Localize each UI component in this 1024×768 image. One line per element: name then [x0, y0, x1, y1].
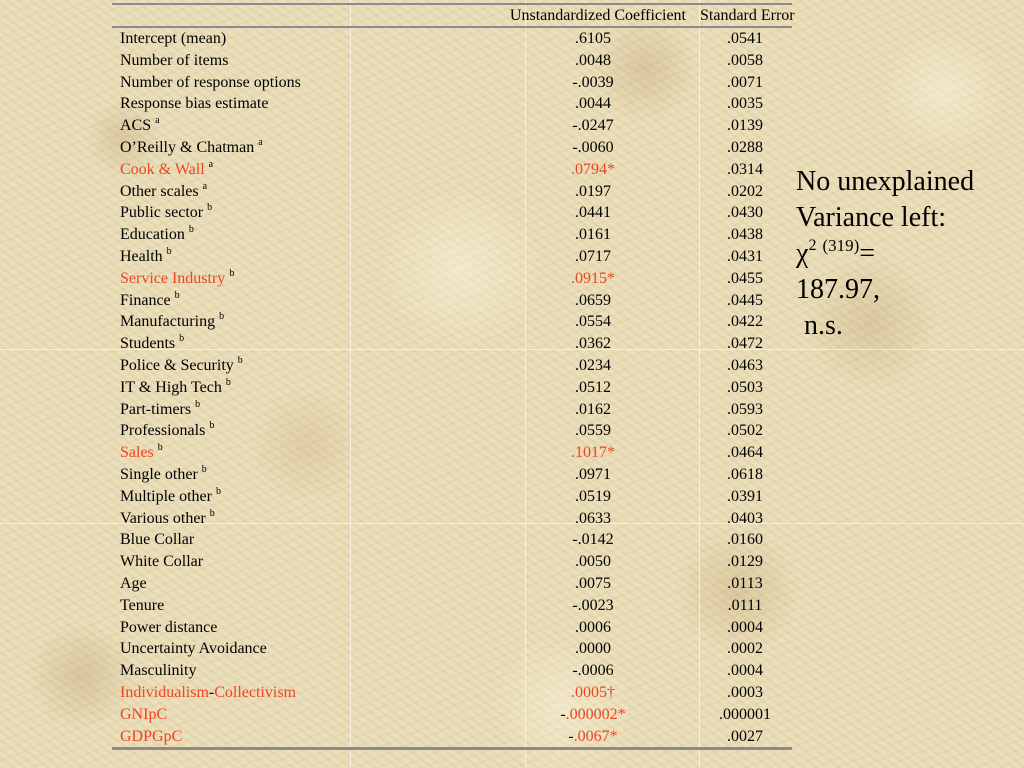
- coefficient-part: .000002*: [565, 705, 626, 723]
- table-row: [112, 399, 792, 421]
- row-variable-label: [112, 399, 350, 421]
- label-text: Blue Collar: [120, 531, 195, 549]
- label-part: -: [208, 683, 215, 701]
- row-standard-error: .0027: [727, 727, 763, 745]
- table-row: [112, 508, 792, 530]
- row-variable-label: [112, 551, 350, 573]
- row-variable-label: [112, 726, 350, 749]
- note-line-1: No unexplained: [796, 166, 975, 197]
- table-row: [112, 617, 792, 639]
- table-row: [112, 93, 792, 115]
- row-coefficient: .0050: [575, 553, 611, 571]
- row-variable-label: [112, 93, 350, 115]
- label-text: Manufacturing: [120, 313, 216, 331]
- row-coefficient: [350, 726, 700, 749]
- label-text: Part-timers: [120, 400, 192, 418]
- label-text: Public sector: [120, 204, 204, 222]
- row-coefficient: .0162: [575, 400, 611, 418]
- row-standard-error: .0035: [727, 95, 763, 113]
- row-coefficient: .0633: [575, 509, 611, 527]
- footnote-marker: b: [215, 485, 221, 497]
- table-row: [112, 72, 792, 94]
- table-row: [112, 442, 792, 464]
- significance-label: n.s.: [804, 310, 843, 341]
- row-standard-error: .0002: [727, 640, 763, 658]
- footnote-marker: a: [208, 158, 214, 170]
- footnote-marker: b: [188, 224, 194, 236]
- label-text: Uncertainty Avoidance: [120, 640, 267, 658]
- footnote-marker: a: [258, 136, 263, 148]
- row-standard-error: .0113: [727, 574, 763, 592]
- footnote-marker: b: [157, 442, 163, 454]
- table-row: [112, 595, 792, 617]
- row-coefficient: .0441: [575, 204, 611, 222]
- footnote-marker: b: [174, 289, 180, 301]
- table-row: [112, 529, 792, 551]
- table-row: [112, 726, 792, 749]
- row-variable-label: [112, 50, 350, 72]
- label-text: Power distance: [120, 618, 218, 636]
- row-coefficient: .0006: [575, 618, 611, 636]
- row-variable-label: [112, 268, 350, 290]
- row-coefficient: .0554: [575, 313, 611, 331]
- table-row: [112, 224, 792, 246]
- table-row: [112, 268, 792, 290]
- table-row: [112, 420, 792, 442]
- chi-symbol: χ: [796, 238, 809, 269]
- row-standard-error: .0431: [727, 247, 763, 265]
- row-variable-label: [112, 137, 350, 159]
- label-text: Students: [120, 335, 176, 353]
- footnote-marker: b: [209, 420, 215, 432]
- row-standard-error: .0004: [727, 618, 763, 636]
- coefficient-part: -: [568, 727, 574, 745]
- coefficient-part: -: [560, 705, 566, 723]
- row-standard-error: .0430: [727, 204, 763, 222]
- table-row: [112, 115, 792, 137]
- label-text: GDPGpC: [120, 727, 183, 745]
- label-text: Police & Security: [120, 356, 234, 374]
- row-variable-label: [112, 420, 350, 442]
- row-variable-label: [112, 377, 350, 399]
- row-standard-error: .0455: [727, 269, 763, 287]
- footnote-marker: b: [166, 245, 172, 257]
- table-row: [112, 551, 792, 573]
- label-text: Single other: [120, 465, 198, 483]
- table-row: [112, 311, 792, 333]
- table-row: [112, 704, 792, 726]
- column-header-variable: [112, 4, 350, 27]
- row-standard-error: .0202: [727, 182, 763, 200]
- row-standard-error: .0003: [727, 683, 763, 701]
- row-standard-error: .0071: [727, 73, 763, 91]
- coefficient-part: .0067*: [573, 727, 618, 745]
- row-variable-label: [112, 486, 350, 508]
- row-coefficient: .0915*: [571, 269, 615, 287]
- row-variable-label: [112, 660, 350, 682]
- table-row: [112, 682, 792, 704]
- row-variable-label: [112, 704, 350, 726]
- table-row: [112, 464, 792, 486]
- column-header-coefficient: Unstandardized Coefficient: [350, 4, 700, 27]
- footnote-marker: b: [237, 354, 243, 366]
- row-standard-error: .0541: [727, 30, 763, 47]
- row-coefficient: .0197: [575, 182, 611, 200]
- chi-equals: =: [859, 238, 876, 269]
- table-row: [112, 573, 792, 595]
- row-standard-error: .0129: [727, 553, 763, 571]
- table-row: [112, 50, 792, 72]
- row-variable-label: [112, 290, 350, 312]
- footnote-marker: b: [179, 333, 185, 345]
- row-standard-error: .000001: [719, 705, 771, 723]
- row-standard-error: .0464: [727, 444, 763, 462]
- header-row: [112, 4, 792, 27]
- row-variable-label: [112, 159, 350, 181]
- row-coefficient: .0161: [575, 226, 611, 244]
- footnote-marker: b: [225, 376, 231, 388]
- row-standard-error: .0502: [727, 422, 763, 440]
- row-standard-error: .0314: [727, 160, 763, 178]
- row-coefficient: .0005†: [571, 683, 615, 701]
- label-text: Cook & Wall: [120, 160, 205, 178]
- chi-square-statistic: [796, 236, 1022, 272]
- row-coefficient: .0234: [575, 356, 611, 374]
- label-text: Sales: [120, 444, 154, 462]
- table-row: [112, 202, 792, 224]
- row-coefficient: .0044: [575, 95, 611, 113]
- label-text: White Collar: [120, 553, 204, 571]
- regression-results-table: [112, 3, 795, 750]
- label-text: Number of items: [120, 51, 229, 69]
- label-text: IT & High Tech: [120, 378, 222, 396]
- row-coefficient: .0519: [575, 487, 611, 505]
- label-part: Individualism: [120, 683, 209, 701]
- row-coefficient: -.0023: [572, 596, 614, 614]
- row-standard-error: .0111: [727, 596, 763, 614]
- table-header: [112, 4, 795, 27]
- footnote-marker: b: [209, 507, 215, 519]
- chi-power: 2: [808, 237, 817, 254]
- footnote-marker: b: [201, 463, 207, 475]
- label-text: Various other: [120, 509, 206, 527]
- label-text: Masculinity: [120, 662, 197, 680]
- row-variable-label: [112, 682, 350, 704]
- label-text: Professionals: [120, 422, 206, 440]
- label-text: ACS: [120, 117, 152, 135]
- table-row: [112, 181, 792, 203]
- table-row: [112, 27, 792, 50]
- row-standard-error: .0004: [727, 662, 763, 680]
- row-coefficient: .0075: [575, 574, 611, 592]
- label-text: GNIpC: [120, 705, 168, 723]
- table-body: [112, 27, 792, 749]
- label-text: Other scales: [120, 182, 199, 200]
- footnote-marker: b: [219, 311, 225, 323]
- table-row: [112, 638, 792, 660]
- row-variable-label: [112, 464, 350, 486]
- row-coefficient: .0559: [575, 422, 611, 440]
- row-standard-error: .0463: [727, 356, 763, 374]
- row-coefficient: .0717: [575, 247, 611, 265]
- row-variable-label: [112, 442, 350, 464]
- label-text: Service Industry: [120, 269, 226, 287]
- row-coefficient: .0659: [575, 291, 611, 309]
- row-coefficient: .1017*: [571, 444, 615, 462]
- row-variable-label: [112, 246, 350, 268]
- table-row: [112, 137, 792, 159]
- table-row: [112, 355, 792, 377]
- row-coefficient: [350, 704, 700, 726]
- row-standard-error: .0391: [727, 487, 763, 505]
- table-row: [112, 290, 792, 312]
- row-variable-label: [112, 508, 350, 530]
- table-row: [112, 486, 792, 508]
- row-variable-label: [112, 311, 350, 333]
- row-standard-error: .0058: [727, 51, 763, 69]
- label-text: Intercept (mean): [120, 30, 227, 47]
- row-standard-error: .0445: [727, 291, 763, 309]
- label-text: Health: [120, 247, 163, 265]
- row-coefficient: -.0142: [572, 531, 614, 549]
- row-coefficient: .0048: [575, 51, 611, 69]
- row-standard-error: .0160: [727, 531, 763, 549]
- row-variable-label: [112, 529, 350, 551]
- row-standard-error: .0288: [727, 138, 763, 156]
- column-header-standard-error: Standard Error: [700, 4, 792, 27]
- row-coefficient: .0000: [575, 640, 611, 658]
- row-variable-label: [112, 72, 350, 94]
- row-coefficient: .0512: [575, 378, 611, 396]
- row-variable-label: [112, 181, 350, 203]
- model-fit-note: [796, 164, 1022, 344]
- row-standard-error: .0593: [727, 400, 763, 418]
- row-coefficient: -.0006: [572, 662, 614, 680]
- row-variable-label: [112, 115, 350, 137]
- footnote-marker: b: [229, 267, 235, 279]
- chi-square-value: 187.97,: [796, 274, 880, 305]
- row-coefficient: .6105: [575, 30, 611, 47]
- row-coefficient: -.0247: [572, 117, 614, 135]
- footnote-marker: a: [202, 180, 208, 192]
- row-variable-label: [112, 638, 350, 660]
- footnote-marker: b: [195, 398, 201, 410]
- table-row: [112, 159, 792, 181]
- row-standard-error: .0618: [727, 465, 763, 483]
- note-line-2: Variance left:: [796, 202, 947, 233]
- table-row: [112, 377, 792, 399]
- label-text: O’Reilly & Chatman: [120, 138, 255, 156]
- row-standard-error: .0403: [727, 509, 763, 527]
- label-text: Age: [120, 574, 147, 592]
- footnote-marker: b: [207, 202, 213, 214]
- row-variable-label: [112, 27, 350, 50]
- footnote-marker: a: [155, 115, 160, 127]
- row-standard-error: .0139: [727, 117, 763, 135]
- table-row: [112, 333, 792, 355]
- row-coefficient: -.0039: [572, 73, 614, 91]
- label-text: Tenure: [120, 596, 165, 614]
- label-text: Finance: [120, 291, 171, 309]
- label-text: Multiple other: [120, 487, 212, 505]
- row-coefficient: .0971: [575, 465, 611, 483]
- row-standard-error: .0503: [727, 378, 763, 396]
- row-variable-label: [112, 202, 350, 224]
- row-standard-error: .0422: [727, 313, 763, 331]
- row-coefficient: .0362: [575, 335, 611, 353]
- label-text: Education: [120, 226, 185, 244]
- row-coefficient: .0794*: [571, 160, 615, 178]
- table-row: [112, 246, 792, 268]
- row-variable-label: [112, 333, 350, 355]
- label-part: Collectivism: [214, 683, 296, 701]
- row-variable-label: [112, 224, 350, 246]
- table-row: [112, 660, 792, 682]
- row-standard-error: .0472: [727, 335, 763, 353]
- label-text: Number of response options: [120, 73, 301, 91]
- row-variable-label: [112, 595, 350, 617]
- label-text: Response bias estimate: [120, 95, 269, 113]
- row-coefficient: -.0060: [572, 138, 614, 156]
- row-variable-label: [112, 355, 350, 377]
- chi-degrees-of-freedom: (319): [822, 236, 860, 255]
- row-standard-error: .0438: [727, 226, 763, 244]
- row-variable-label: [112, 573, 350, 595]
- row-variable-label: [112, 617, 350, 639]
